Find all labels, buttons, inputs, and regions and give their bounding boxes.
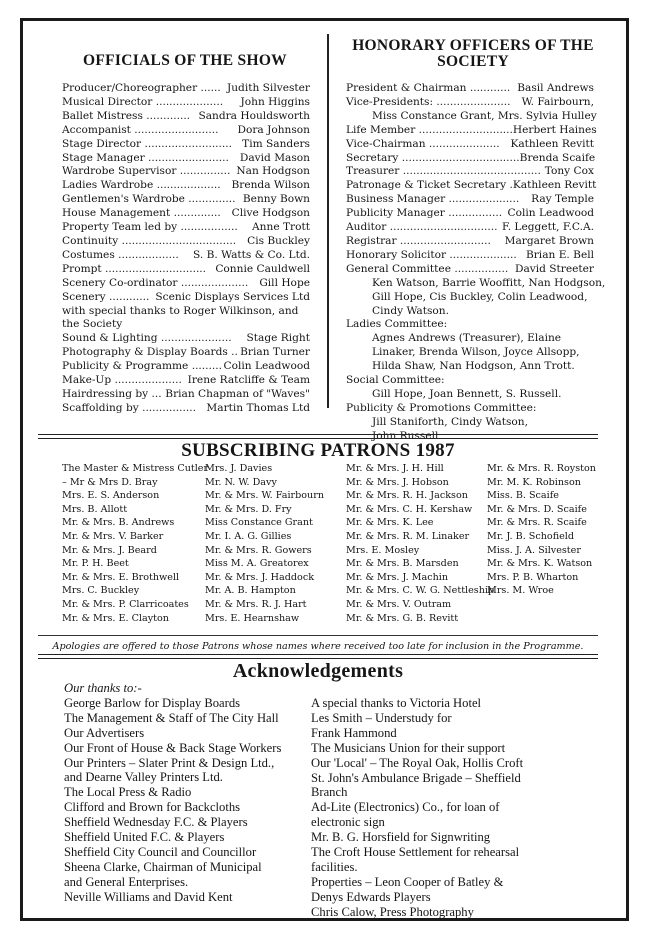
patron-name: Mr. & Mrs. B. Andrews: [62, 517, 175, 529]
honorary-row-label: Publicity Manager ................: [346, 207, 503, 220]
patron-name: Mr. J. B. Schofield: [487, 530, 574, 542]
acknowledgements-left: [64, 681, 281, 905]
patron-name: Mr. & Mrs. B. Marsden: [346, 558, 459, 570]
officials-row-label: Scenery Co-ordinator ....................: [62, 276, 249, 289]
honorary-row-label: Agnes Andrews (Treasurer), Elaine: [372, 332, 562, 345]
honorary-row: [346, 276, 606, 291]
honorary-row: [346, 263, 594, 277]
honorary-row-label: General Committee ................: [346, 262, 509, 275]
acknowledgement-line: Ad-Lite (Electronics) Co., for loan of: [311, 800, 500, 815]
honorary-row-name: Colin Leadwood: [507, 207, 594, 220]
acknowledgement-line: St. John's Ambulance Brigade – Sheffield: [311, 770, 521, 785]
officials-row-name: Colin Leadwood: [223, 360, 310, 373]
honorary-row: [346, 193, 594, 207]
honorary-row: [346, 165, 594, 179]
patron-name: Mr. & Mrs. W. Fairbourn: [205, 490, 324, 502]
honorary-row-name: David Streeter: [514, 262, 594, 275]
acknowledgement-line: Clifford and Brown for Backcloths: [64, 800, 241, 815]
officials-row-label: the Society: [62, 318, 123, 331]
apology-note: Apologies are offered to those Patrons whose names where received too late for inclusion in the Programme.: [52, 641, 584, 652]
acknowledgement-line: The Local Press & Radio: [64, 785, 192, 800]
officials-row: [62, 96, 310, 110]
patron-name: Mrs. P. B. Wharton: [487, 571, 579, 583]
officials-row: [62, 179, 310, 193]
honorary-row-label: Life Member ............................: [346, 123, 513, 136]
officials-row: [62, 360, 310, 374]
honorary-row-label: Publicity & Promotions Committee:: [346, 401, 537, 414]
patrons-title: SUBSCRIBING PATRONS 1987: [181, 440, 455, 461]
patron-name: Mrs. B. Allott: [62, 503, 128, 515]
patron-name: Mr. & Mrs. J. Beard: [62, 544, 157, 556]
acknowledgements-title: Acknowledgements: [232, 660, 404, 682]
honorary-row-label: Business Manager .....................: [346, 193, 520, 206]
acknowledgement-line: Sheffield City Council and Councillor: [64, 844, 257, 859]
patron-name: Mrs. C. Buckley: [62, 585, 140, 597]
patron-name: Mrs. J. Davies: [205, 463, 273, 474]
officials-row-label: Sound & Lighting .....................: [62, 332, 232, 345]
honorary-row-label: Honorary Solicitor ....................: [346, 248, 517, 261]
honorary-row-label: Jill Staniforth, Cindy Watson,: [372, 415, 528, 428]
honorary-row: [346, 221, 594, 235]
officials-row-name: David Mason: [239, 151, 310, 164]
patron-name: Mr. M. K. Robinson: [487, 476, 581, 488]
patron-name: Mr. A. B. Hampton: [205, 585, 296, 597]
officials-row-label: Musical Director ....................: [62, 95, 224, 108]
patron-name: – Mr & Mrs D. Bray: [62, 476, 158, 488]
officials-row-label: Property Team led by .................: [62, 221, 238, 234]
officials-row-label: Make-Up ....................: [62, 374, 182, 387]
honorary-row-name: Tony Cox: [544, 165, 594, 178]
acknowledgement-line: Our 'Local' – The Royal Oak, Hollis Croft: [311, 755, 524, 770]
honorary-row: [346, 318, 594, 332]
column-divider: [327, 34, 329, 408]
honorary-row-label: Ladies Committee:: [346, 318, 448, 331]
patron-name: Mr. & Mrs. D. Scaife: [487, 503, 587, 515]
patron-name: Mrs. E. Mosley: [346, 544, 420, 556]
patron-name: Mr. & Mrs. R. Scaife: [487, 517, 587, 529]
section-rule-patrons: [38, 434, 598, 439]
officials-row: [62, 332, 310, 346]
patron-name: Mr. & Mrs. J. H. Hill: [346, 463, 444, 474]
officials-row-label: Prompt ..............................: [62, 262, 207, 275]
officials-row-name: Benny Bown: [242, 193, 310, 206]
acknowledgement-line: Denys Edwards Players: [311, 889, 431, 904]
honorary-row: [346, 207, 594, 221]
acknowledgement-line: Our Front of House & Back Stage Workers: [64, 740, 282, 755]
acknowledgement-line: Chris Calow, Press Photography: [311, 904, 474, 919]
section-rule-acknowledgements: [38, 654, 598, 659]
patron-name: Mr. & Mrs. R. Royston: [487, 463, 596, 474]
officials-row-name: Gill Hope: [259, 276, 310, 289]
patron-name: Mr. P. H. Beet: [62, 558, 129, 570]
officials-row-label: Scaffolding by ................: [62, 401, 196, 414]
acknowledgement-line: and Dearne Valley Printers Ltd.: [64, 770, 223, 785]
honorary-row-label: Treasurer .........................................: [346, 165, 541, 178]
honorary-row: [346, 179, 597, 193]
honorary-row: [346, 249, 594, 263]
honorary-row: [346, 82, 594, 96]
acknowledgement-line: Properties – Leon Cooper of Batley &: [311, 874, 504, 889]
honorary-row: [346, 235, 594, 249]
honorary-row-label: Vice-Chairman .....................: [346, 137, 500, 150]
officials-row-label: Stage Director ..........................: [62, 137, 233, 150]
acknowledgement-line: facilities.: [311, 859, 358, 874]
officials-row: [62, 346, 310, 360]
officials-row: [62, 291, 310, 305]
officials-row: [62, 82, 310, 96]
patron-name: Mr. & Mrs. J. Machin: [346, 571, 449, 583]
acknowledgements-right: [311, 696, 523, 920]
officials-row-label: Continuity ..................................: [62, 234, 237, 247]
officials-row-name: Martin Thomas Ltd: [206, 401, 310, 414]
patrons-column-4: [487, 462, 596, 598]
officials-row-name: Irene Ratcliffe & Team: [187, 374, 310, 387]
patron-name: The Master & Mistress Cutler: [62, 463, 209, 474]
honorary-row: [346, 346, 594, 360]
honorary-row-label: Patronage & Ticket Secretary .: [346, 179, 513, 192]
honorary-title: [333, 38, 613, 70]
honorary-row-label: Linaker, Brenda Wilson, Joyce Allsopp,: [372, 346, 580, 359]
honorary-row-label: Registrar ...........................: [346, 234, 491, 247]
patron-name: Mr. & Mrs. R. Gowers: [205, 544, 312, 556]
officials-row: [62, 124, 310, 138]
officials-row-name: Stage Right: [246, 332, 310, 345]
honorary-row-name: Margaret Brown: [504, 234, 594, 247]
honorary-row: [346, 388, 594, 402]
patron-name: Mr. & Mrs. J. Hobson: [346, 476, 449, 488]
officials-row-name: Connie Cauldwell: [215, 262, 310, 275]
officials-row-name: Dora Johnson: [237, 123, 310, 136]
officials-title: OFFICIALS OF THE SHOW: [83, 52, 287, 69]
honorary-row-name: Basil Andrews: [517, 82, 594, 94]
patron-name: Mr. & Mrs. K. Lee: [346, 517, 434, 529]
acknowledgement-line: The Management & Staff of The City Hall: [64, 710, 279, 725]
honorary-row-label: Vice-Presidents: ......................: [346, 95, 511, 108]
honorary-row-name: F. Leggett, F.C.A.: [502, 221, 594, 234]
officials-row-label: Photography & Display Boards ..: [62, 346, 238, 359]
officials-row-label: with special thanks to Roger Wilkinson, and: [62, 304, 299, 317]
patron-name: Mr. & Mrs. C. H. Kershaw: [346, 503, 473, 515]
patron-name: Miss. B. Scaife: [487, 490, 559, 502]
honorary-row: [346, 402, 594, 416]
officials-row-label: Gentlemen's Wardrobe ..............: [62, 193, 236, 206]
patron-name: Mrs. E. Hearnshaw: [205, 612, 300, 624]
officials-row: [62, 152, 310, 166]
officials-row-name: Tim Sanders: [242, 137, 310, 150]
acknowledgement-line: Les Smith – Understudy for: [311, 710, 452, 725]
honorary-row: [346, 291, 594, 305]
honorary-row: [346, 109, 597, 124]
officials-row: [62, 277, 310, 291]
acknowledgement-line: Our Printers – Slater Print & Design Ltd.,: [64, 755, 275, 770]
honorary-row-label: Ken Watson, Barrie Wooffitt, Nan Hodgson,: [372, 276, 606, 289]
patron-name: Miss. J. A. Silvester: [487, 544, 581, 556]
patron-name: Mr. & Mrs. V. Outram: [346, 598, 452, 610]
acknowledgement-line: Mr. B. G. Horsfield for Signwriting: [311, 830, 491, 845]
patrons-column-3: [346, 462, 494, 625]
officials-row-label: House Management ..............: [62, 207, 221, 220]
honorary-row: [346, 152, 594, 166]
honorary-row: [346, 96, 594, 110]
honorary-row: [346, 138, 594, 152]
honorary-row-name: Kathleen Revitt: [510, 137, 594, 150]
officials-row-name: S. B. Watts & Co. Ltd.: [192, 248, 310, 261]
acknowledgement-line: Neville Williams and David Kent: [64, 889, 233, 904]
acknowledgement-line: A special thanks to Victoria Hotel: [311, 696, 482, 710]
patrons-column-1: [62, 462, 208, 625]
officials-row: [62, 305, 310, 319]
honorary-row-name: Herbert Haines: [512, 123, 597, 136]
honorary-title-line1: HONORARY OFFICERS OF THE: [352, 37, 594, 54]
officials-row-label: Ladies Wardrobe ...................: [62, 179, 221, 192]
acknowledgement-line: electronic sign: [311, 815, 385, 830]
patron-name: Mr. & Mrs. R. J. Hart: [205, 598, 307, 610]
officials-row: [62, 110, 310, 124]
honorary-row: [346, 374, 594, 388]
officials-row-name: Brian Turner: [240, 346, 310, 359]
officials-row: [62, 374, 310, 388]
honorary-row-label: Gill Hope, Cis Buckley, Colin Leadwood,: [372, 290, 588, 303]
honorary-title-line2: SOCIETY: [437, 53, 509, 70]
patron-name: Mr. & Mrs. J. Haddock: [205, 571, 315, 583]
officials-row-name: Brenda Wilson: [231, 179, 310, 192]
honorary-row-name: Brenda Scaife: [519, 151, 596, 164]
officials-row-name: Judith Silvester: [226, 82, 310, 94]
patron-name: Mr. & Mrs. R. M. Linaker: [346, 530, 470, 542]
honorary-row-name: Kathleen Revitt: [512, 179, 597, 192]
honorary-row: [346, 332, 594, 346]
officials-list: [62, 82, 310, 416]
officials-row-label: Accompanist .........................: [62, 123, 219, 136]
honorary-row-label: Hilda Shaw, Nan Hodgson, Ann Trott.: [372, 360, 575, 373]
patron-name: Mr. & Mrs. D. Fry: [205, 503, 292, 515]
honorary-row-label: Secretary ...................................: [346, 151, 520, 164]
patrons-column-2: [205, 462, 324, 625]
note-rule-top: [38, 635, 598, 636]
officials-row-name: Sandra Houldsworth: [198, 109, 310, 122]
officials-row-label: Scenery ............: [62, 290, 150, 303]
officials-row-label: Costumes ..................: [62, 248, 179, 261]
patron-name: Mr. N. W. Davy: [205, 476, 277, 488]
officials-row-label: Stage Manager ........................: [62, 151, 229, 164]
patron-name: Mr. & Mrs. G. B. Revitt: [346, 612, 459, 624]
acknowledgement-line: Our Advertisers: [64, 725, 145, 740]
honorary-row-name: Ray Temple: [531, 193, 594, 206]
acknowledgement-intro: Our thanks to:-: [64, 681, 142, 695]
officials-row-name: Cis Buckley: [247, 234, 310, 247]
officials-row: [62, 318, 310, 332]
honorary-row-label: Social Committee:: [346, 374, 445, 387]
officials-row-label: Publicity & Programme .........: [62, 360, 223, 373]
honorary-row-label: Auditor ................................: [346, 221, 498, 234]
acknowledgement-line: George Barlow for Display Boards: [64, 695, 241, 710]
officials-row: [62, 207, 310, 221]
acknowledgement-line: The Musicians Union for their support: [311, 740, 506, 755]
patron-name: Mr. & Mrs. C. W. G. Nettleship: [346, 585, 495, 597]
officials-row-label: Hairdressing by ...: [62, 387, 162, 400]
officials-row: [62, 402, 310, 416]
patron-name: Mr. & Mrs. E. Clayton: [62, 612, 169, 624]
officials-row-name: Nan Hodgson: [236, 165, 310, 178]
acknowledgement-line: and General Enterprises.: [64, 874, 189, 889]
officials-row-name: Brian Chapman of "Waves": [165, 387, 310, 400]
acknowledgement-line: Frank Hammond: [311, 725, 397, 740]
honorary-row: [346, 123, 597, 138]
patron-name: Mr. I. A. G. Gillies: [205, 530, 292, 542]
honorary-row-label: Gill Hope, Joan Bennett, S. Russell.: [372, 387, 562, 400]
patron-name: Miss Constance Grant: [205, 517, 313, 529]
honorary-row-label: Cindy Watson.: [372, 304, 449, 317]
officials-row-label: Producer/Choreographer ......: [62, 82, 221, 94]
honorary-row: [346, 305, 594, 319]
patron-name: Miss M. A. Greatorex: [205, 558, 309, 570]
officials-row: [62, 165, 310, 179]
patron-name: Mrs. E. S. Anderson: [62, 490, 160, 502]
acknowledgement-line: Branch: [311, 785, 348, 800]
patron-name: Mr. & Mrs. P. Clarricoates: [62, 598, 189, 610]
officials-row-name: John Higgins: [240, 95, 310, 108]
officials-row-name: Scenic Displays Services Ltd: [155, 290, 310, 303]
patron-name: Mr. & Mrs. V. Barker: [62, 530, 164, 542]
patron-name: Mr. & Mrs. R. H. Jackson: [346, 490, 468, 502]
officials-row: [62, 235, 310, 249]
honorary-row-label: John Russell: [372, 429, 439, 442]
honorary-row-label: President & Chairman ............: [346, 82, 511, 94]
honorary-list: [346, 82, 606, 444]
officials-row-name: Clive Hodgson: [231, 207, 310, 220]
acknowledgement-line: Sheena Clarke, Chairman of Municipal: [64, 859, 262, 874]
patron-name: Mrs. M. Wroe: [487, 585, 554, 597]
officials-row-label: Ballet Mistress .............: [62, 109, 191, 122]
acknowledgement-line: Sheffield Wednesday F.C. & Players: [64, 815, 248, 830]
officials-row: [62, 138, 310, 152]
officials-row: [62, 249, 310, 263]
officials-row-name: Anne Trott: [252, 221, 310, 234]
honorary-row: [346, 360, 594, 374]
officials-row: [62, 221, 310, 235]
acknowledgement-line: Sheffield United F.C. & Players: [64, 830, 225, 845]
officials-row: [62, 263, 310, 277]
officials-row: [62, 388, 310, 402]
honorary-row-label: Miss Constance Grant, Mrs. Sylvia Hulley: [372, 109, 597, 122]
acknowledgement-line: The Croft House Settlement for rehearsal: [311, 845, 520, 860]
honorary-row-name: W. Fairbourn,: [521, 95, 594, 108]
patron-name: Mr. & Mrs. E. Brothwell: [62, 571, 180, 583]
honorary-row-name: Brian E. Bell: [525, 248, 594, 261]
officials-row: [62, 193, 310, 207]
officials-row-label: Wardrobe Supervisor ...............: [62, 165, 231, 178]
patron-name: Mr. & Mrs. K. Watson: [487, 558, 593, 570]
honorary-row: [346, 416, 594, 430]
